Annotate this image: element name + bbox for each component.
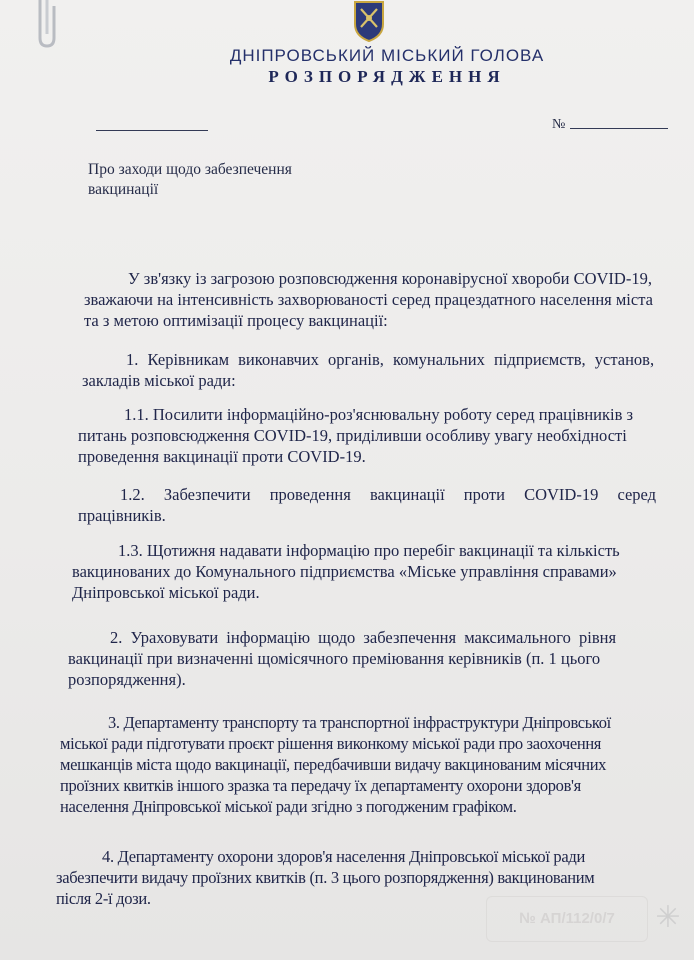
- paragraph-1-2: [78, 484, 656, 526]
- paragraph-line: 1.3. Щотижня надавати інформацію про перебіг вакцинації та кількість: [118, 541, 620, 560]
- paragraph-2: [68, 627, 616, 690]
- paragraph-line: У зв'язку із загрозою розповсюдження коронавірусної хвороби COVID-19,: [128, 269, 652, 288]
- city-emblem-icon: [352, 0, 386, 42]
- date-blank-line: [96, 130, 208, 131]
- paragraph-line: питань розповсюдження COVID-19, приділивши особливу увагу необхідності: [78, 426, 627, 445]
- paragraph-intro: [84, 268, 653, 331]
- paragraph-1-1: [78, 404, 633, 467]
- registration-watermark-stamp: № АП/112/0/7: [486, 896, 648, 942]
- paragraph-line: 4. Департаменту охорони здоров'я населення Дніпровської міської ради: [102, 847, 586, 866]
- paragraph-line: проведення вакцинації проти COVID-19.: [78, 447, 366, 466]
- paragraph-line: та з метою оптимізації процесу вакцинації:: [84, 311, 388, 330]
- paragraph-line: розпорядження).: [68, 670, 186, 689]
- paragraph-line: 1.1. Посилити інформаційно-роз'яснювальну роботу серед працівників з: [124, 405, 634, 424]
- number-label: №: [552, 117, 566, 132]
- paragraph-line: працівників.: [78, 506, 166, 525]
- paper-clip-icon: [28, 0, 60, 48]
- paragraph-line: 1. Керівникам виконавчих органів, комунальних підприємств, установ,: [126, 350, 655, 369]
- paragraph-line: мешканців міста щодо вакцинації, передбачивши видачу вакцинованим місячних: [60, 755, 607, 774]
- paragraph-line: після 2-ї дози.: [56, 889, 151, 908]
- paragraph-line: закладів міської ради:: [82, 371, 236, 390]
- paragraph-line: вакцинованих до Комунального підприємства «Міське управління справами»: [72, 562, 617, 581]
- paragraph-line: міської ради підготувати проєкт рішення виконкому міської ради про заохочення: [60, 734, 602, 753]
- paragraph-line: Дніпровської міської ради.: [72, 583, 260, 602]
- paragraph-line: 1.2. Забезпечити проведення вакцинації проти COVID-19 серед: [120, 485, 657, 504]
- paragraph-3: [60, 712, 611, 817]
- sparkle-icon: ✳: [655, 901, 681, 934]
- paragraph-line: вакцинації при визначенні щомісячного преміювання керівників (п. 1 цього: [68, 649, 601, 668]
- document-type: РОЗПОРЯДЖЕННЯ: [268, 67, 506, 86]
- number-blank-line: [570, 128, 668, 129]
- document-subject: Про заходи щодо забезпечення вакцинації: [88, 161, 292, 198]
- paragraph-line: 2. Ураховувати інформацію щодо забезпечення максимального рівня: [110, 628, 617, 647]
- paragraph-line: 3. Департаменту транспорту та транспортної інфраструктури Дніпровської: [108, 713, 611, 732]
- org-title: ДНІПРОВСЬКИЙ МІСЬКИЙ ГОЛОВА: [229, 46, 545, 65]
- paragraph-line: зважаючи на інтенсивність захворюваності серед працездатного населення міста: [84, 290, 653, 309]
- paragraph-line: забезпечити видачу проїзних квитків (п. 3 цього розпорядження) вакцинованим: [56, 868, 595, 887]
- paragraph-line: населення Дніпровської міської ради згідно з погодженим графіком.: [60, 797, 517, 816]
- paragraph-1-3: [72, 540, 620, 603]
- paragraph-1: [82, 349, 654, 391]
- paragraph-line: проїзних квитків іншого зразка та передачу їх департаменту охорони здоров'я: [60, 776, 581, 795]
